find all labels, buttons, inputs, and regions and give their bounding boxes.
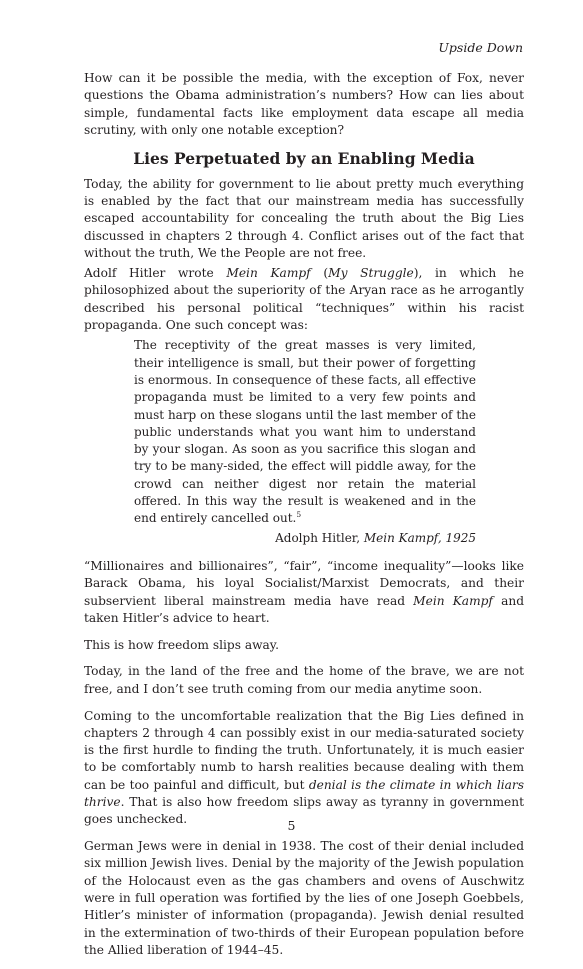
- running-head: Upside Down: [438, 40, 523, 55]
- paragraph-7-text-a: Coming to the uncomfortable realization that the Big Lies defined in chapters 2 through 4 can possibly exist in our media-saturated society is the first hurdle to finding the truth. Unfortunately, it is much easier to be comfortably numb to harsh realities because dealing with them can be too painful and difficult, but: [84, 708, 524, 792]
- emphasis-denial: denial is the climate in which liars thrive: [84, 777, 524, 809]
- block-quote: [134, 337, 476, 527]
- book-title-my-struggle: My Struggle: [328, 266, 414, 281]
- paragraph-2: Today, the ability for government to lie about pretty much everything is enabled by the fact that our mainstream media has successfully escaped accountability for concealing the truth about the Big Lies discussed in chapters 2 through 4. Conflict arises out of the fact that without the truth, We the People are not free.: [84, 176, 524, 260]
- paragraph-3-text-a: Adolf Hitler wrote: [84, 266, 227, 281]
- paragraph-3-text-c: (: [310, 266, 329, 281]
- footnote-marker: 5: [296, 510, 302, 520]
- page-number: 5: [287, 818, 296, 833]
- paragraph-3: [84, 265, 524, 334]
- book-title-mein-kampf: Mein Kampf: [226, 266, 311, 281]
- paragraph-8: German Jews were in denial in 1938. The cost of their denial included six million Jewish lives. Denial by the majority of the Jewish population of the Holocaust even as the gas chambers and ovens of Auschwitz were in full operation was fortified by the lies of one Joseph Goebbels, Hitler’s minister of information (propaganda). Jewish denial resulted in the extermination of two-thirds of their European population before the Allied liberation of 1944–45.: [84, 839, 524, 957]
- book-title-mein-kampf-2: Mein Kampf: [413, 593, 493, 608]
- section-title: Lies Perpetuated by an Enabling Media: [133, 148, 475, 168]
- paragraph-3-text-e: ), in which he philosophized about the superiority of the Aryan race as he arrogantly described his personal political “techniques” within his racist propaganda. One such concept was:: [84, 266, 524, 333]
- paragraph-5: This is how freedom slips away.: [84, 637, 279, 652]
- paragraph-7: [84, 708, 524, 829]
- quote-text: [134, 337, 476, 527]
- body-text: [84, 70, 524, 969]
- attribution-work: Mein Kampf, 1925: [363, 530, 476, 545]
- paragraph-4-text-c: and taken Hitler’s advice to heart.: [84, 593, 524, 625]
- attribution-author: Adolph Hitler,: [275, 530, 364, 545]
- paragraph-4-text-a: “Millionaires and billionaires”, “fair”, “income inequality”—looks like Barack Obama, his loyal Socialist/Marxist Democrats, and their subservient liberal mainstream media have read: [84, 558, 524, 608]
- paragraph-6: Today, in the land of the free and the home of the brave, we are not free, and I don’t see truth coming from our media anytime soon.: [84, 664, 524, 696]
- paragraph-7-text-c: . That is also how freedom slips away as tyranny in government goes unchecked.: [84, 794, 524, 827]
- quote-attribution: [84, 530, 476, 547]
- paragraph-4: [84, 558, 524, 627]
- quote-body: The receptivity of the great masses is very limited, their intelligence is small, but their power of forgetting is enormous. In consequence of these facts, all effective propaganda must be limited to a very few points and must harp on these slogans until the last member of the public understands what you want him to understand by your slogan. As soon as you sacrifice this slogan and try to be many-sided, the effect will piddle away, for the crowd can neither digest nor retain the material offered. In this way the result is weakened and in the end entirely cancelled out.: [134, 338, 476, 526]
- paragraph-1: How can it be possible the media, with the exception of Fox, never questions the Obama administration’s numbers? How can lies about simple, fundamental facts like employment data escape all media scrutiny, with only one notable exception?: [84, 71, 524, 137]
